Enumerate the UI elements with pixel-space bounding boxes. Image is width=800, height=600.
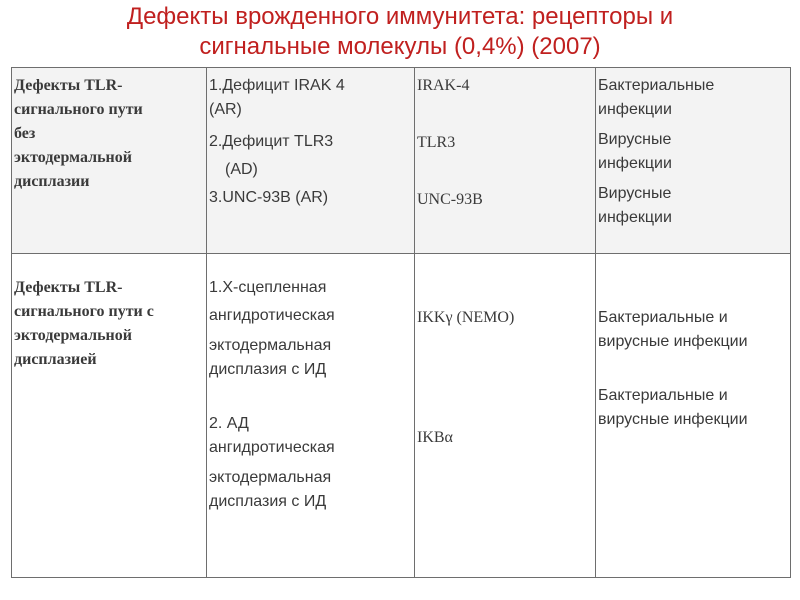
group-line: Дефекты TLR- (14, 279, 123, 296)
defect-line: (AR) (209, 101, 242, 118)
defect-line: ангидротическая (209, 307, 335, 324)
defect-line: 1.Дефицит IRAK 4 (209, 77, 345, 94)
defects-cell (207, 254, 415, 578)
genes-cell (415, 68, 596, 254)
table-row (12, 68, 791, 254)
infections-cell (596, 68, 791, 254)
group-line: без (14, 125, 36, 142)
group-cell (12, 68, 207, 254)
defect-line: эктодермальная (209, 337, 332, 354)
infection-line: инфекции (598, 209, 672, 226)
infection-line: Бактериальные (598, 77, 715, 94)
defect-line: эктодермальная (209, 469, 332, 486)
defect-line: 2.Дефицит TLR3 (209, 133, 334, 150)
infection-line: Бактериальные и (598, 309, 728, 326)
group-line: сигнального пути (14, 101, 143, 118)
infection-line: инфекции (598, 155, 672, 172)
defect-line: 3.UNC-93B (AR) (209, 189, 329, 206)
immunity-defects-table (11, 67, 791, 578)
infection-line: вирусные инфекции (598, 411, 748, 428)
group-line: Дефекты TLR- (14, 77, 123, 94)
infection-line: Вирусные (598, 185, 672, 202)
infection-line: Бактериальные и (598, 387, 728, 404)
gene-line: IKKγ (NEMO) (417, 309, 515, 326)
group-cell (12, 254, 207, 578)
defect-line: 1.Х-сцепленная (209, 279, 327, 296)
infection-line: вирусные инфекции (598, 333, 748, 350)
gene-line: IRAK-4 (417, 77, 470, 94)
defect-line: дисплазия с ИД (209, 361, 327, 378)
genes-cell (415, 254, 596, 578)
infections-cell (596, 254, 791, 578)
defect-line: 2. АД (209, 415, 249, 432)
gene-line: UNC-93B (417, 191, 483, 208)
slide-title-line-1: Дефекты врожденного иммунитета: рецепторы и (126, 3, 674, 30)
defect-line: (AD) (225, 161, 258, 178)
slide-title-line-2: сигнальные молекулы (0,4%) (2007) (199, 33, 601, 60)
group-line: эктодермальной (14, 149, 132, 166)
group-line: сигнального пути с (14, 303, 154, 320)
infection-line: Вирусные (598, 131, 672, 148)
defects-cell (207, 68, 415, 254)
group-line: дисплазией (14, 351, 97, 368)
defect-line: дисплазия с ИД (209, 493, 327, 510)
gene-line: IKBα (417, 429, 453, 446)
group-line: дисплазии (14, 173, 90, 190)
gene-line: TLR3 (417, 134, 456, 151)
group-line: эктодермальной (14, 327, 132, 344)
slide-title (0, 2, 800, 62)
table-row (12, 254, 791, 578)
infection-line: инфекции (598, 101, 672, 118)
defect-line: ангидротическая (209, 439, 335, 456)
